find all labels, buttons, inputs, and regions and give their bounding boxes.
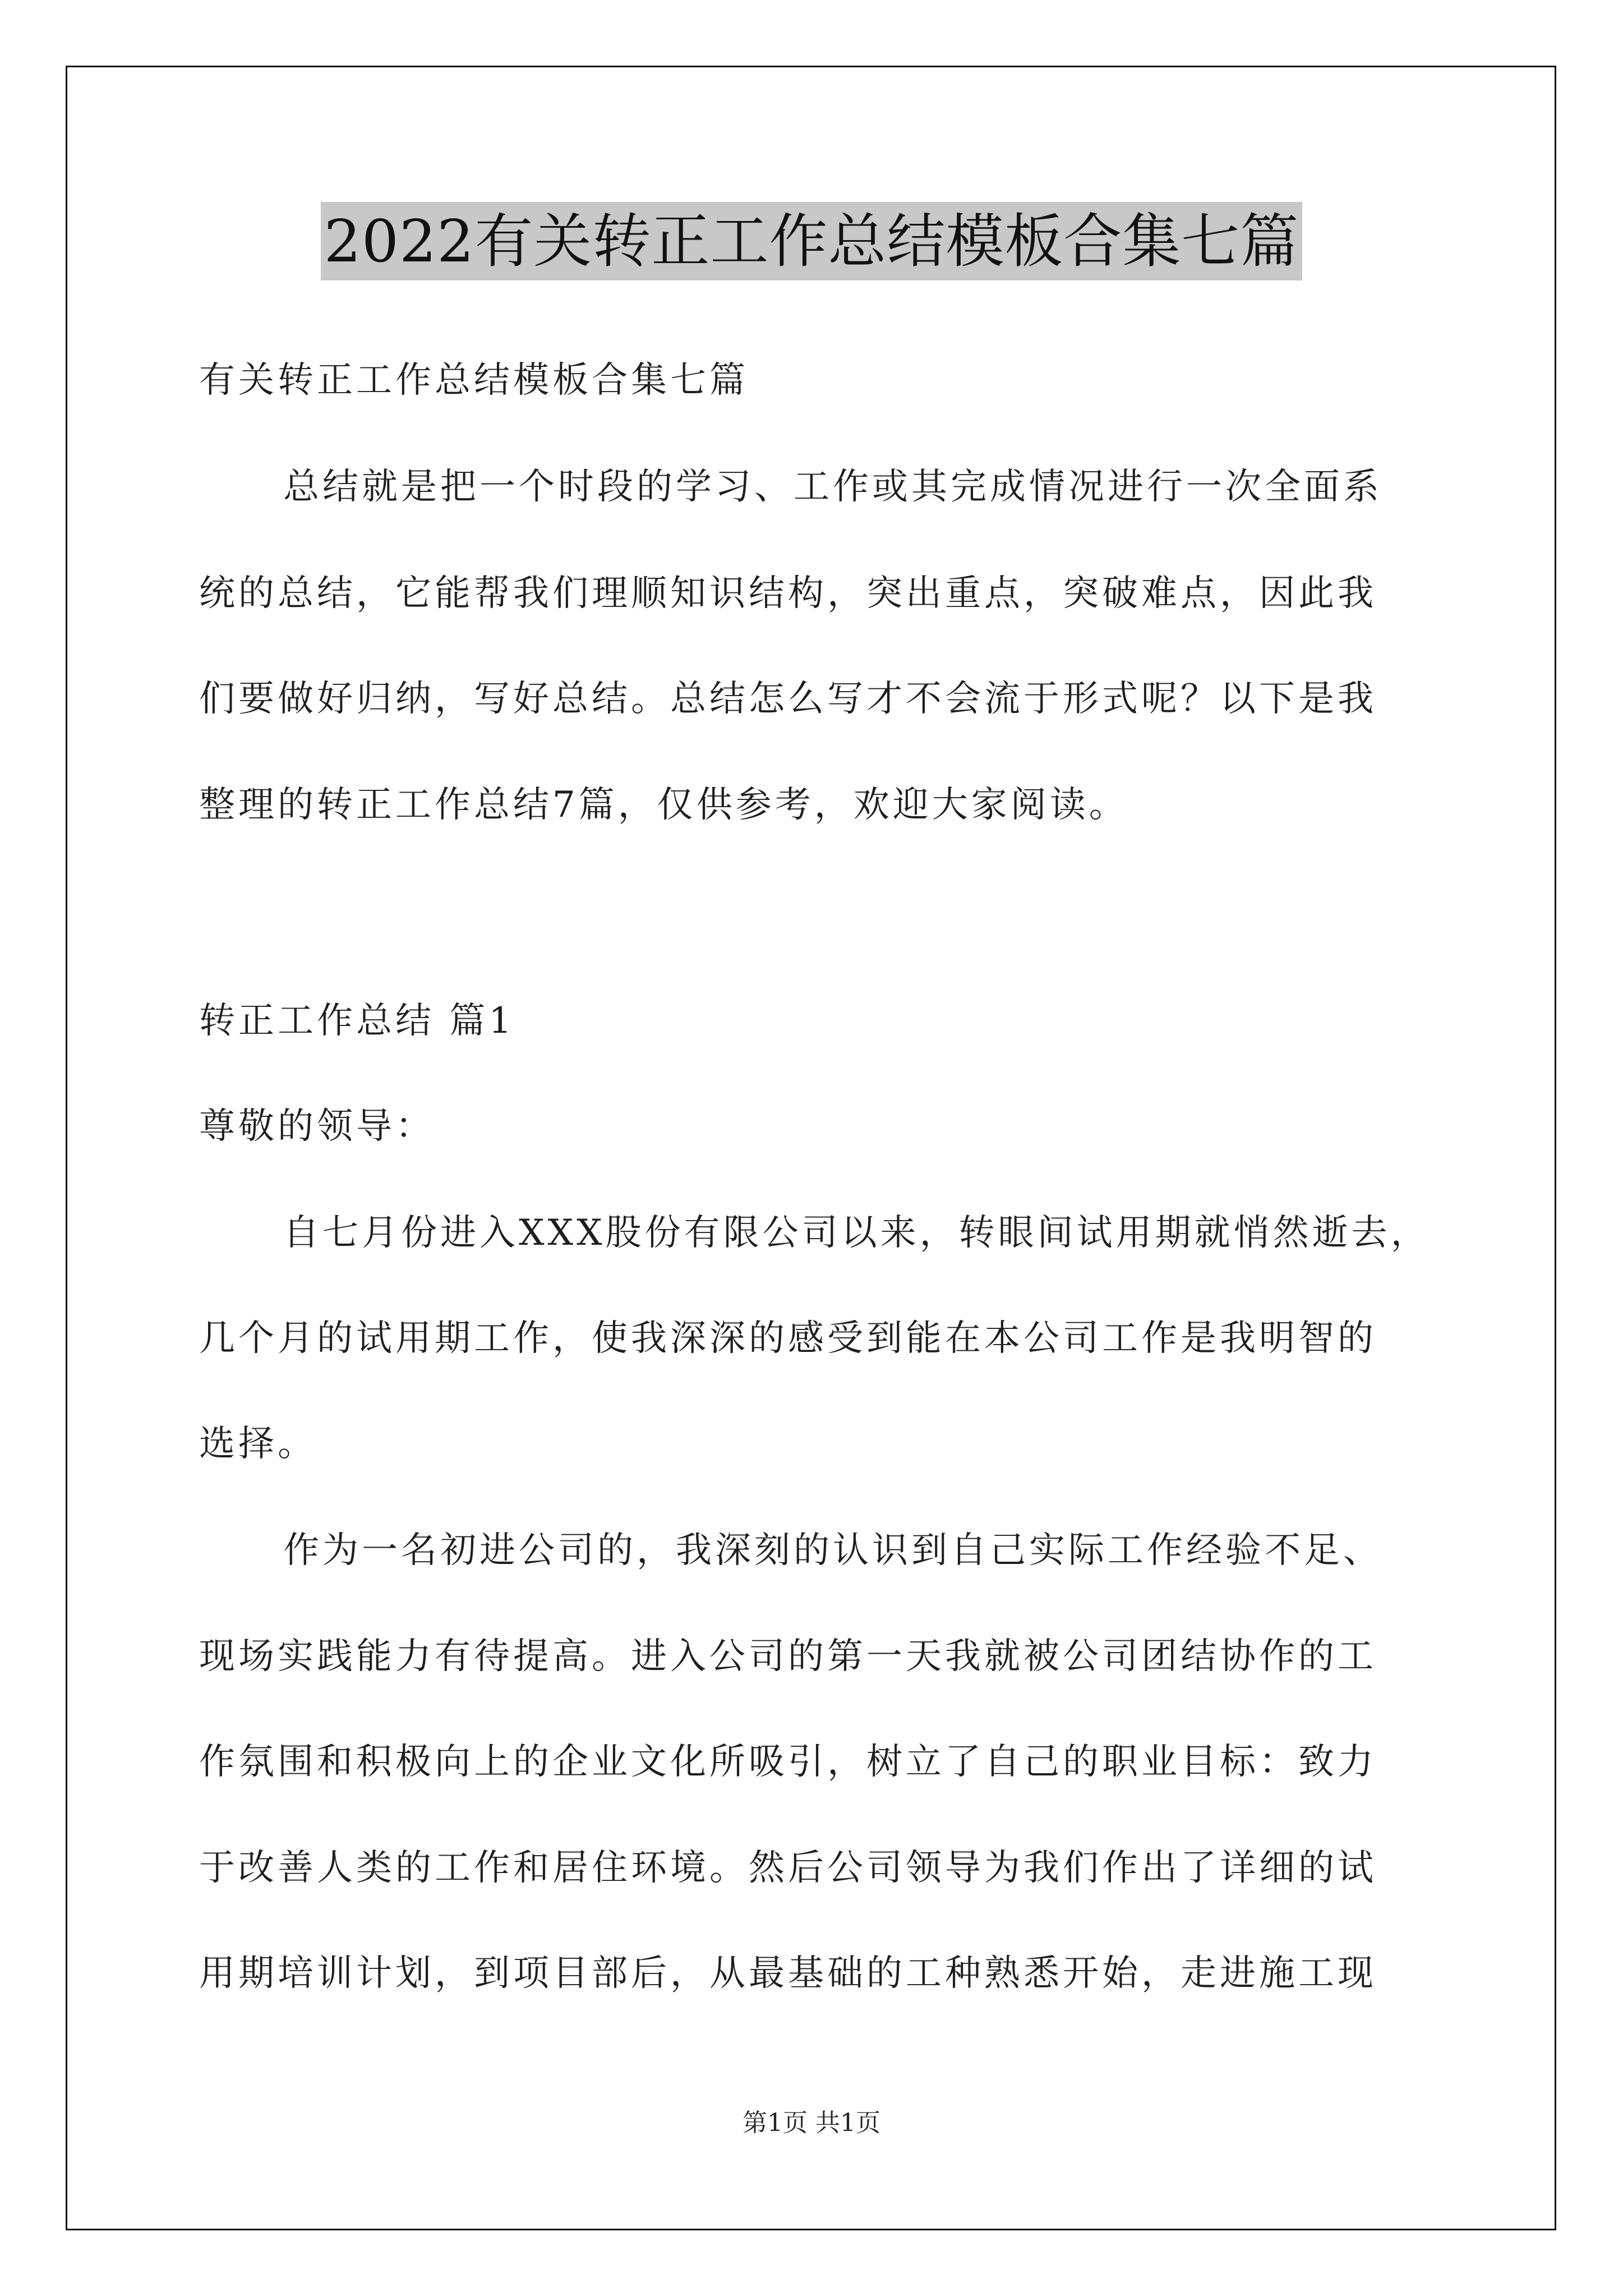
- paragraph2-line-5: 用期培训计划，到项目部后，从最基础的工种熟悉开始，走进施工现: [199, 1953, 1377, 1994]
- paragraph1-line-1: 自七月份进入XXX股份有限公司以来，转眼间试用期就悄然逝去，: [283, 1212, 1430, 1254]
- salutation: 尊敬的领导：: [199, 1106, 435, 1147]
- intro-line-4: 整理的转正工作总结7篇，仅供参考，欢迎大家阅读。: [199, 784, 1128, 826]
- document-title: 2022有关转正工作总结模板合集七篇: [321, 202, 1303, 280]
- intro-line-1: 总结就是把一个时段的学习、工作或其完成情况进行一次全面系: [283, 466, 1382, 508]
- paragraph1-line-2: 几个月的试用期工作，使我深深的感受到能在本公司工作是我明智的: [199, 1318, 1377, 1359]
- intro-line-3: 们要做好归纳，写好总结。总结怎么写才不会流于形式呢？以下是我: [199, 678, 1377, 720]
- section-heading: 转正工作总结 篇1: [199, 1000, 515, 1042]
- paragraph1-line-3: 选择。: [199, 1423, 317, 1465]
- document-subtitle: 有关转正工作总结模板合集七篇: [199, 360, 749, 401]
- paragraph2-line-4: 于改善人类的工作和居住环境。然后公司领导为我们作出了详细的试: [199, 1847, 1377, 1889]
- paragraph2-line-2: 现场实践能力有待提高。进入公司的第一天我就被公司团结协作的工: [199, 1636, 1377, 1677]
- intro-line-2: 统的总结，它能帮我们理顺知识结构，突出重点，突破难点，因此我: [199, 573, 1377, 614]
- paragraph2-line-1: 作为一名初进公司的，我深刻的认识到自己实际工作经验不足、: [283, 1530, 1382, 1571]
- title-container: [0, 202, 1623, 280]
- paragraph2-line-3: 作氛围和积极向上的企业文化所吸引，树立了自己的职业目标：致力: [199, 1741, 1377, 1783]
- page-footer: 第1页 共1页: [743, 2109, 880, 2137]
